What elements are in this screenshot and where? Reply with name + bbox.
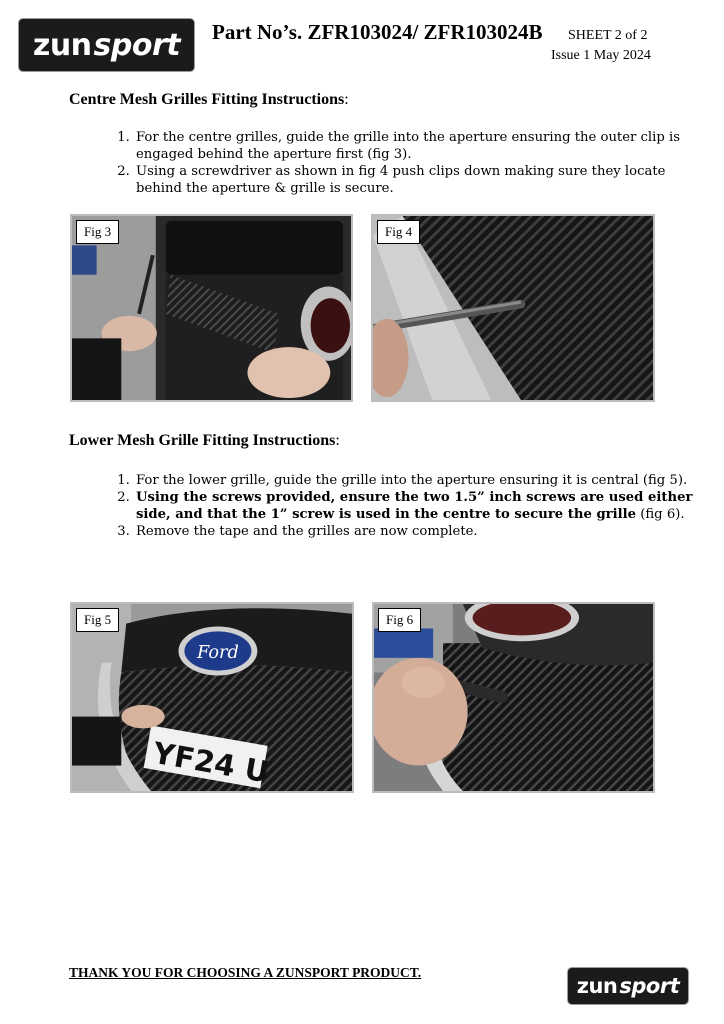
centre-section-heading <box>69 91 349 109</box>
fig-5-label: Fig 5 <box>76 608 119 632</box>
centre-step-2: 2. Using a screwdriver as shown in fig 4 push clips down making sure they locate behind the aperture & grille is secure. <box>134 163 694 197</box>
footer-logo-sport-text: sport <box>619 974 680 998</box>
lower-step-1: 1. For the lower grille, guide the grille into the aperture ensuring it is central (fig 5). <box>134 472 694 489</box>
centre-heading-colon: : <box>344 91 349 108</box>
lower-heading-text: Lower Mesh Grille Fitting Instructions <box>69 432 336 449</box>
number-plate-text: YF24 U <box>150 735 272 790</box>
centre-heading-text: Centre Mesh Grilles Fitting Instructions <box>69 91 345 108</box>
fig-4-photo <box>371 214 655 402</box>
lower-step-2 <box>134 489 694 523</box>
footer-logo-zun-text: zun <box>576 974 618 998</box>
part-number-title: Part No’s. ZFR103024/ ZFR103024B <box>212 20 543 44</box>
sheet-number: SHEET 2 of 2 <box>568 28 648 43</box>
fig-4-label: Fig 4 <box>377 220 420 244</box>
fig-6-label: Fig 6 <box>378 608 421 632</box>
fig-6-image <box>374 604 653 791</box>
centre-step-1: 1. For the centre grilles, guide the grille into the aperture ensuring the outer clip is engaged behind the aperture first (fig 3). <box>134 129 694 163</box>
logo-sport-text: sport <box>93 27 181 63</box>
fig-3-photo <box>70 214 353 402</box>
lower-step-2-bold: Using the screws provided, ensure the two 1.5” inch screws are used either side, and that the 1” screw is used in the centre to secure the grille <box>136 490 693 522</box>
fig-3-label: Fig 3 <box>76 220 119 244</box>
lower-section-heading <box>69 432 340 450</box>
zunsport-footer-logo <box>567 967 689 1005</box>
fig-5-image <box>72 604 352 791</box>
issue-date: Issue 1 May 2024 <box>551 48 651 63</box>
lower-step-3: 3. Remove the tape and the grilles are now complete. <box>134 523 694 540</box>
ford-badge-text: Ford <box>196 642 239 663</box>
lower-heading-colon: : <box>335 432 340 449</box>
lower-step-2-rest: (fig 6). <box>636 507 685 522</box>
thank-you-text: THANK YOU FOR CHOOSING A ZUNSPORT PRODUCT. <box>69 965 422 980</box>
centre-steps-list <box>110 129 694 197</box>
lower-steps-list <box>110 472 694 540</box>
logo-zun-text: zun <box>32 27 92 63</box>
zunsport-logo <box>18 18 195 72</box>
fig-5-photo <box>70 602 354 793</box>
fig-6-photo <box>372 602 655 793</box>
